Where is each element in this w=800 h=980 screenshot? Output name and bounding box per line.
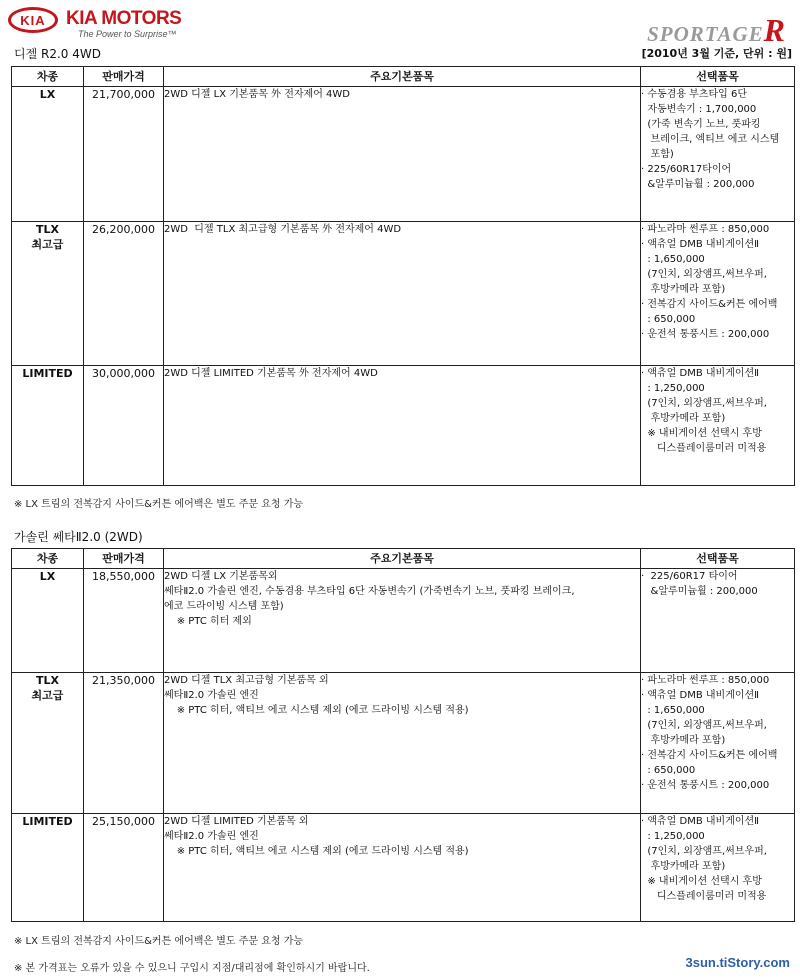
option-line: · 전복감지 사이드&커튼 에어백 [641,299,778,310]
trim-grade: 최고급 [31,238,64,251]
price-cell: 30,000,000 [84,366,164,486]
trim-cell [12,673,84,814]
table-row [12,222,795,366]
option-line: : 1,250,000 [641,383,705,394]
blog-watermark: 3sun.tiStory.com [685,955,790,970]
table-row [12,814,795,922]
option-line: (7인치, 외장앰프,써브우퍼, [641,846,767,857]
table-header-row [12,67,795,87]
basic-item: 에코 드라이빙 시스템 포함) [164,601,284,612]
basic-item: 2WD 디젤 TLX 최고급형 기본품목 外 전자제어 4WD [164,224,402,235]
option-line: · 액츄얼 DMB 내비게이션Ⅱ [641,368,760,379]
price-disclaimer: ※ 본 가격표는 오류가 있을 수 있으니 구입시 지점/대리점에 확인하시기 바랍니다. [14,963,370,974]
options-cell [641,87,795,222]
col-price-header: 판매가격 [84,67,164,87]
option-line: 디스플레이룸미러 미적용 [641,891,767,902]
kia-logo-icon: KIA [8,7,58,33]
table-row [12,673,795,814]
trim-cell [12,569,84,673]
basic-item: 2WD 디젤 LIMITED 기본품목 외 [164,816,309,827]
table-row [12,366,795,486]
option-line: (7인치, 외장앰프,써브우퍼, [641,398,767,409]
option-line: · 수동겸용 부츠타입 6단 [641,89,748,100]
option-line: 브레이크, 엑티브 에코 시스템 [641,134,780,145]
col-trim-header: 차종 [12,67,84,87]
table-row [12,87,795,222]
option-line: (가죽 변속기 노브, 풋파킹 [641,119,761,130]
price-cell: 25,150,000 [84,814,164,922]
option-line: 후방카메라 포함) [641,413,726,424]
basic-item: ※ PTC 히터, 액티브 에코 시스템 제외 (에코 드라이빙 시스템 적용) [164,705,469,716]
model-logo-r: R [763,12,786,48]
option-line: 디스플레이룸미러 미적용 [641,443,767,454]
gasoline-footnote: ※ LX 트림의 전복감지 사이드&커튼 에어백은 별도 주문 요청 가능 [14,936,304,947]
diesel-footnote: ※ LX 트림의 전복감지 사이드&커튼 에어백은 별도 주문 요청 가능 [14,499,304,510]
basic-item: 2WD 디젤 LX 기본품목외 [164,571,278,582]
option-line: · 액츄얼 DMB 내비게이션Ⅱ [641,816,760,827]
option-line: · 225/60R17타이어 [641,164,732,175]
trim-cell [12,222,84,366]
brand-tagline: The Power to Surprise™ [78,29,177,39]
option-line: (7인치, 외장앰프,써브우퍼, [641,269,767,280]
option-line: ※ 내비게이션 선택시 후방 [641,876,762,887]
col-price-header: 판매가격 [84,549,164,569]
trim-name: LX [39,570,56,583]
option-line: · 파노라마 썬루프 : 850,000 [641,675,770,686]
trim-grade: 최고급 [31,689,64,702]
option-line: : 1,650,000 [641,254,705,265]
option-line: 후방카메라 포함) [641,284,726,295]
option-line: &알루미늄휠 : 200,000 [641,179,755,190]
basic-item: 2WD 디젤 LIMITED 기본품목 外 전자제어 4WD [164,368,378,379]
option-line: &알루미늄휠 : 200,000 [641,586,758,597]
trim-name: LIMITED [22,367,73,380]
option-line: 후방카메라 포함) [641,861,726,872]
option-line: · 파노라마 썬루프 : 850,000 [641,224,770,235]
basic-item: 쎄타Ⅱ2.0 가솔린 엔진, 수동겸용 부츠타입 6단 자동변속기 (가죽변속기 노브, 풋파킹 브레이크, [164,586,575,597]
table-header-row [12,549,795,569]
option-line: 자동변속기 : 1,700,000 [641,104,757,115]
basic-items-cell [164,87,641,222]
options-cell [641,366,795,486]
basic-items-cell [164,222,641,366]
trim-cell [12,366,84,486]
trim-name: TLX [36,674,59,687]
option-line: 포함) [641,149,674,160]
basic-item: 2WD 디젤 LX 기본품목 外 전자제어 4WD [164,89,350,100]
table-row [12,569,795,673]
trim-name: LIMITED [22,815,73,828]
price-cell: 18,550,000 [84,569,164,673]
col-trim-header: 차종 [12,549,84,569]
option-line: 후방카메라 포함) [641,735,726,746]
model-logo-text: SPORTAGE [647,22,764,46]
option-line: · 운전석 통풍시트 : 200,000 [641,780,770,791]
trim-name: TLX [36,223,59,236]
trim-cell [12,814,84,922]
page-header [0,0,800,48]
option-line: : 1,250,000 [641,831,705,842]
basic-items-cell [164,673,641,814]
option-line: : 650,000 [641,765,696,776]
basic-item: 2WD 디젤 TLX 최고급형 기본품목 외 [164,675,329,686]
price-cell: 21,700,000 [84,87,164,222]
diesel-section-title: 디젤 R2.0 4WD [14,47,101,61]
options-cell [641,814,795,922]
brand-name: KIA MOTORS [66,8,182,29]
option-line: : 650,000 [641,314,696,325]
option-line: · 운전석 통풍시트 : 200,000 [641,329,770,340]
option-line: · 액츄얼 DMB 내비게이션Ⅱ [641,690,760,701]
sportage-logo [647,12,786,49]
basic-item: 쎄타Ⅱ2.0 가솔린 엔진 [164,690,259,701]
col-options-header: 선택품목 [641,549,795,569]
basic-item: 쎄타Ⅱ2.0 가솔린 엔진 [164,831,259,842]
trim-name: LX [39,88,56,101]
trim-cell [12,87,84,222]
option-line: : 1,650,000 [641,705,705,716]
gasoline-price-table [11,548,795,922]
basic-item: ※ PTC 히터 제외 [164,616,252,627]
options-cell [641,569,795,673]
col-basic-header: 주요기본품목 [164,67,641,87]
col-basic-header: 주요기본품목 [164,549,641,569]
option-line: · 액츄얼 DMB 내비게이션Ⅱ [641,239,760,250]
basis-note: [2010년 3월 기준, 단위 : 원] [641,47,792,60]
price-cell: 26,200,000 [84,222,164,366]
diesel-price-table [11,66,795,486]
gasoline-section-title: 가솔린 쎄타Ⅱ2.0 (2WD) [14,530,143,544]
options-cell [641,673,795,814]
option-line: · 225/60R17 타이어 [641,571,738,582]
col-options-header: 선택품목 [641,67,795,87]
price-cell: 21,350,000 [84,673,164,814]
options-cell [641,222,795,366]
basic-item: ※ PTC 히터, 액티브 에코 시스템 제외 (에코 드라이빙 시스템 적용) [164,846,469,857]
basic-items-cell [164,366,641,486]
basic-items-cell [164,814,641,922]
option-line: · 전복감지 사이드&커튼 에어백 [641,750,778,761]
option-line: (7인치, 외장앰프,써브우퍼, [641,720,767,731]
basic-items-cell [164,569,641,673]
option-line: ※ 내비게이션 선택시 후방 [641,428,762,439]
